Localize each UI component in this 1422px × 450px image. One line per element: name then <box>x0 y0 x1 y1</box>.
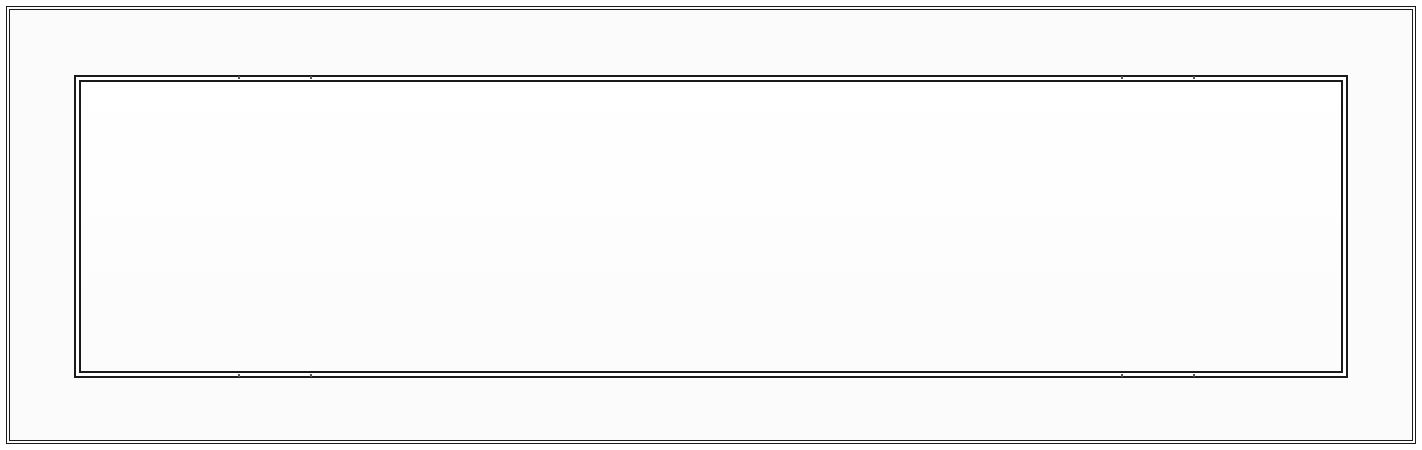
top-tick-mark <box>310 76 312 79</box>
inner-frame <box>74 75 1348 378</box>
top-tick-mark <box>1121 76 1123 79</box>
bottom-tick-mark <box>238 374 240 377</box>
top-tick-mark <box>238 76 240 79</box>
top-tick-mark <box>1193 76 1195 79</box>
inner-panel-surface <box>81 82 1341 371</box>
bottom-tick-mark <box>1193 374 1195 377</box>
bottom-tick-mark <box>310 374 312 377</box>
bottom-tick-mark <box>1121 374 1123 377</box>
